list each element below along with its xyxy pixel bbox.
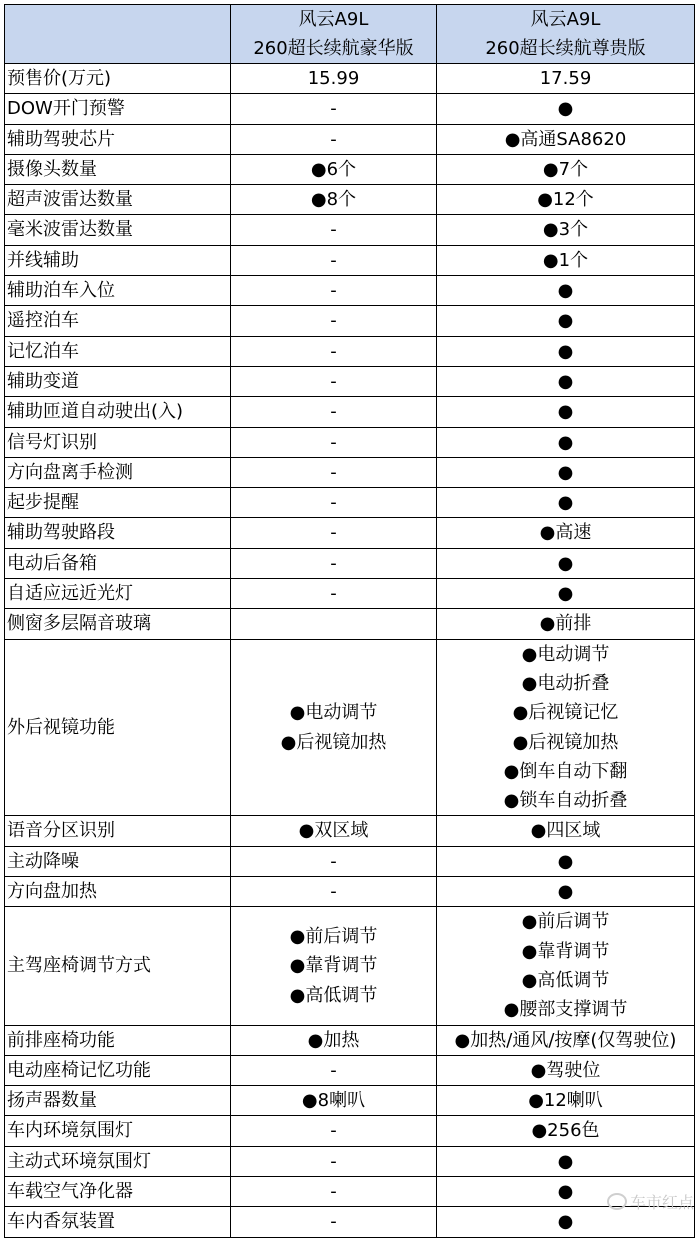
feature-label: 主驾座椅调节方式 (5, 907, 231, 1025)
luxury-value-cell (231, 457, 437, 487)
feature-label: 方向盘加热 (5, 877, 231, 907)
feature-label: 摄像头数量 (5, 154, 231, 184)
value-line: ●四区域 (530, 820, 601, 842)
premium-value-cell (437, 846, 695, 876)
premium-value-cell (437, 816, 695, 846)
value-line: ● (557, 1180, 574, 1202)
value-line: ●高通SA8620 (504, 128, 627, 150)
luxury-value-cell (231, 124, 437, 154)
feature-label: 超声波雷达数量 (5, 185, 231, 215)
value-line: ● (557, 340, 574, 362)
table-row (5, 907, 695, 1025)
premium-value-cell (437, 336, 695, 366)
value-line: ●高低调节 (289, 984, 378, 1006)
luxury-value-cell (231, 64, 437, 94)
value-line: ●前后调节 (289, 925, 378, 947)
value-line: ●电动折叠 (521, 672, 610, 694)
premium-value-cell (437, 306, 695, 336)
value-line: 15.99 (307, 68, 360, 89)
header-trim-name: 260超长续航豪华版 (253, 38, 414, 59)
value-line: ●前排 (539, 613, 592, 635)
feature-label: 车内环境氛围灯 (5, 1116, 231, 1146)
table-row (5, 276, 695, 306)
table-row (5, 1116, 695, 1146)
luxury-value-cell (231, 154, 437, 184)
value-line: ● (557, 370, 574, 392)
premium-value-cell (437, 548, 695, 578)
premium-value-cell (437, 185, 695, 215)
luxury-value-cell (231, 215, 437, 245)
premium-value-cell (437, 877, 695, 907)
value-line: - (330, 1180, 337, 1202)
table-row (5, 245, 695, 275)
value-line: ● (557, 310, 574, 332)
premium-value-cell (437, 518, 695, 548)
table-row (5, 185, 695, 215)
watermark-text: 车市红点 (629, 1193, 694, 1212)
value-line: ●加热/通风/按摩(仅驾驶位) (454, 1029, 677, 1051)
luxury-value-cell (231, 488, 437, 518)
value-line: ● (557, 280, 574, 302)
luxury-value-cell (231, 336, 437, 366)
premium-value-cell (437, 366, 695, 396)
feature-label: 方向盘离手检测 (5, 457, 231, 487)
value-line: - (330, 249, 337, 271)
table-row (5, 579, 695, 609)
header-trim-premium (437, 5, 695, 64)
luxury-value-cell (231, 1055, 437, 1085)
value-line: ● (557, 1150, 574, 1172)
table-row (5, 215, 695, 245)
luxury-value-cell (231, 846, 437, 876)
premium-value-cell (437, 1116, 695, 1146)
premium-value-cell (437, 154, 695, 184)
value-line: ● (557, 431, 574, 453)
premium-value-cell (437, 276, 695, 306)
table-row (5, 306, 695, 336)
luxury-value-cell (231, 609, 437, 639)
luxury-value-cell (231, 94, 437, 124)
premium-value-cell (437, 1025, 695, 1055)
value-line: 17.59 (539, 68, 592, 89)
value-line: ●高速 (539, 522, 592, 544)
luxury-value-cell (231, 1086, 437, 1116)
premium-value-cell (437, 397, 695, 427)
feature-label: 车内香氛装置 (5, 1207, 231, 1237)
value-line: - (330, 583, 337, 605)
value-line: ●靠背调节 (289, 955, 378, 977)
value-line: ● (557, 552, 574, 574)
value-line: ●驾驶位 (530, 1059, 601, 1081)
value-line: ●倒车自动下翻 (503, 760, 628, 782)
value-line: ●3个 (542, 219, 589, 241)
feature-label: 记忆泊车 (5, 336, 231, 366)
table-row (5, 548, 695, 578)
value-line: ●1个 (542, 249, 589, 271)
luxury-value-cell (231, 427, 437, 457)
value-line: ● (557, 461, 574, 483)
luxury-value-cell (231, 366, 437, 396)
luxury-value-cell (231, 1207, 437, 1237)
table-row (5, 154, 695, 184)
spec-comparison-table (4, 4, 695, 1238)
luxury-value-cell (231, 639, 437, 816)
header-trim-luxury (231, 5, 437, 64)
value-line: - (330, 1059, 337, 1081)
feature-label: 前排座椅功能 (5, 1025, 231, 1055)
luxury-value-cell (231, 579, 437, 609)
premium-value-cell (437, 427, 695, 457)
value-line: ●8个 (310, 189, 357, 211)
spec-table-body (5, 64, 695, 1238)
premium-value-cell (437, 907, 695, 1025)
table-row (5, 457, 695, 487)
value-line: - (330, 1150, 337, 1172)
value-line: ● (557, 583, 574, 605)
feature-label: 电动座椅记忆功能 (5, 1055, 231, 1085)
table-row (5, 877, 695, 907)
value-line: ●电动调节 (521, 643, 610, 665)
value-line: ●7个 (542, 158, 589, 180)
value-line: ●锁车自动折叠 (503, 790, 628, 812)
feature-label: 辅助匝道自动驶出(入) (5, 397, 231, 427)
header-blank-cell (5, 5, 231, 64)
premium-value-cell (437, 609, 695, 639)
value-line: - (330, 522, 337, 544)
premium-value-cell (437, 94, 695, 124)
feature-label: 辅助泊车入位 (5, 276, 231, 306)
luxury-value-cell (231, 397, 437, 427)
value-line: ●电动调节 (289, 702, 378, 724)
value-line: - (330, 552, 337, 574)
value-line: ● (557, 850, 574, 872)
table-row (5, 427, 695, 457)
feature-label: 外后视镜功能 (5, 639, 231, 816)
feature-label: 主动式环境氛围灯 (5, 1146, 231, 1176)
value-line: - (330, 461, 337, 483)
value-line: - (330, 1120, 337, 1142)
value-line: - (330, 1211, 337, 1233)
value-line: ●12喇叭 (528, 1090, 603, 1112)
luxury-value-cell (231, 306, 437, 336)
luxury-value-cell (231, 245, 437, 275)
table-row (5, 1025, 695, 1055)
table-row (5, 1176, 695, 1206)
premium-value-cell (437, 64, 695, 94)
feature-label: 预售价(万元) (5, 64, 231, 94)
value-line: - (330, 128, 337, 150)
feature-label: 扬声器数量 (5, 1086, 231, 1116)
value-line: - (330, 219, 337, 241)
value-line: ●8喇叭 (301, 1090, 366, 1112)
feature-label: 并线辅助 (5, 245, 231, 275)
premium-value-cell (437, 488, 695, 518)
luxury-value-cell (231, 1116, 437, 1146)
table-row (5, 639, 695, 816)
value-line: - (330, 492, 337, 514)
luxury-value-cell (231, 1146, 437, 1176)
value-line: ●高低调节 (521, 969, 610, 991)
premium-value-cell (437, 1086, 695, 1116)
value-line: - (330, 98, 337, 120)
value-line: - (330, 431, 337, 453)
table-row (5, 816, 695, 846)
table-row (5, 1146, 695, 1176)
value-line: ●后视镜加热 (512, 731, 619, 753)
feature-label: 侧窗多层隔音玻璃 (5, 609, 231, 639)
value-line: ●6个 (310, 158, 357, 180)
table-row (5, 609, 695, 639)
table-row (5, 366, 695, 396)
value-line: ●前后调节 (521, 911, 610, 933)
feature-label: 辅助驾驶芯片 (5, 124, 231, 154)
header-trim-name: 260超长续航尊贵版 (485, 38, 646, 59)
luxury-value-cell (231, 907, 437, 1025)
luxury-value-cell (231, 1025, 437, 1055)
value-line: ● (557, 98, 574, 120)
value-line: - (330, 401, 337, 423)
premium-value-cell (437, 457, 695, 487)
feature-label: 起步提醒 (5, 488, 231, 518)
value-line: ● (557, 1211, 574, 1233)
value-line: - (330, 370, 337, 392)
value-line: - (330, 881, 337, 903)
feature-label: 语音分区识别 (5, 816, 231, 846)
table-row (5, 1086, 695, 1116)
feature-label: 主动降噪 (5, 846, 231, 876)
value-line: - (330, 280, 337, 302)
premium-value-cell (437, 1146, 695, 1176)
value-line: - (330, 340, 337, 362)
luxury-value-cell (231, 518, 437, 548)
value-line: ●12个 (537, 189, 594, 211)
table-row (5, 64, 695, 94)
value-line: ●靠背调节 (521, 940, 610, 962)
premium-value-cell (437, 215, 695, 245)
feature-label: 电动后备箱 (5, 548, 231, 578)
feature-label: 辅助驾驶路段 (5, 518, 231, 548)
premium-value-cell (437, 639, 695, 816)
luxury-value-cell (231, 877, 437, 907)
table-row (5, 1055, 695, 1085)
table-row (5, 336, 695, 366)
premium-value-cell (437, 245, 695, 275)
value-line: ●腰部支撑调节 (503, 999, 628, 1021)
value-line: ●256色 (531, 1120, 600, 1142)
table-row (5, 94, 695, 124)
premium-value-cell (437, 124, 695, 154)
table-row (5, 846, 695, 876)
luxury-value-cell (231, 1176, 437, 1206)
value-line: ●后视镜加热 (280, 731, 387, 753)
feature-label: 自适应远近光灯 (5, 579, 231, 609)
value-line: ●双区域 (298, 820, 369, 842)
table-row (5, 124, 695, 154)
table-row (5, 488, 695, 518)
feature-label: 车载空气净化器 (5, 1176, 231, 1206)
value-line: ● (557, 492, 574, 514)
header-row (5, 5, 695, 64)
feature-label: 毫米波雷达数量 (5, 215, 231, 245)
feature-label: 遥控泊车 (5, 306, 231, 336)
weibo-icon (607, 1193, 627, 1210)
feature-label: DOW开门预警 (5, 94, 231, 124)
premium-value-cell (437, 579, 695, 609)
value-line: ● (557, 881, 574, 903)
watermark (607, 1190, 694, 1213)
table-row (5, 1207, 695, 1237)
luxury-value-cell (231, 548, 437, 578)
table-row (5, 397, 695, 427)
header-model-name: 风云A9L (298, 9, 369, 30)
luxury-value-cell (231, 185, 437, 215)
value-line: ●后视镜记忆 (512, 702, 619, 724)
luxury-value-cell (231, 276, 437, 306)
value-line: - (330, 310, 337, 332)
header-model-name: 风云A9L (530, 9, 601, 30)
value-line: - (330, 850, 337, 872)
table-row (5, 518, 695, 548)
feature-label: 信号灯识别 (5, 427, 231, 457)
value-line: ● (557, 401, 574, 423)
premium-value-cell (437, 1055, 695, 1085)
value-line: ●加热 (307, 1029, 360, 1051)
feature-label: 辅助变道 (5, 366, 231, 396)
luxury-value-cell (231, 816, 437, 846)
